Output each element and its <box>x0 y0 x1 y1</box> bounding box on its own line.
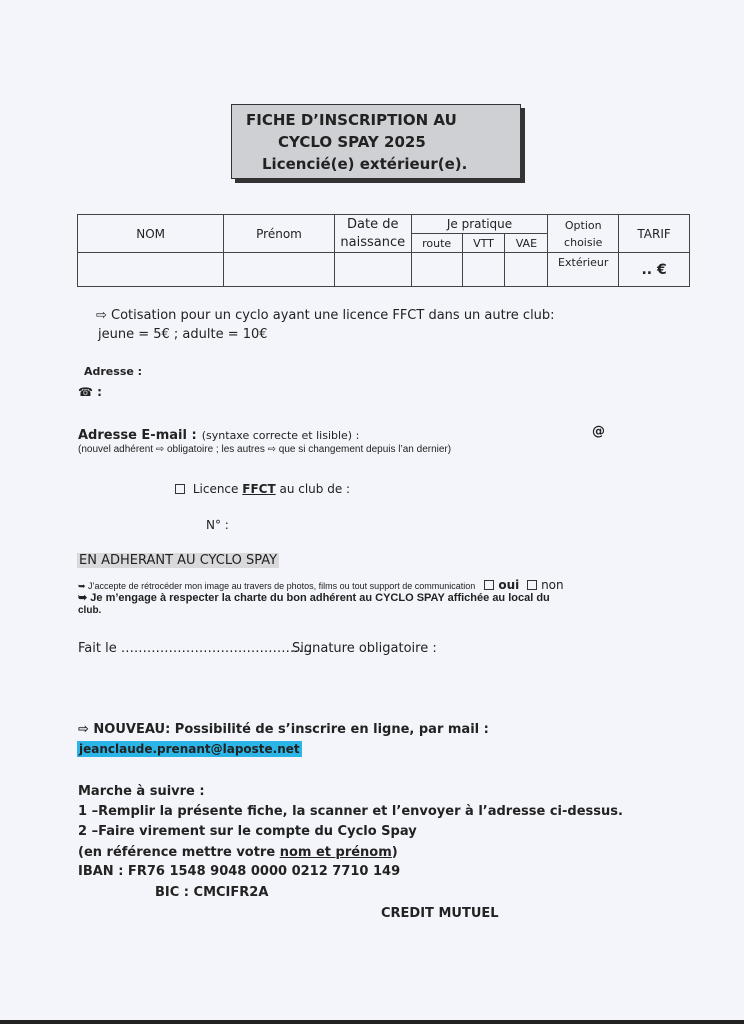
header-date-naissance: Date de naissance <box>334 215 411 253</box>
cell-nom[interactable] <box>78 253 224 287</box>
phone-icon: ☎ <box>78 385 93 399</box>
cotisation-line-2: jeune = 5€ ; adulte = 10€ <box>98 327 268 342</box>
cell-prenom[interactable] <box>224 253 335 287</box>
email-note: (nouvel adhérent ⇨ obligatoire ; les autres ⇨ que si changement depuis l’an dernier) <box>78 444 452 455</box>
adherant-heading: EN ADHERANT AU CYCLO SPAY <box>79 553 278 568</box>
header-je-pratique: Je pratique <box>411 215 548 234</box>
adresse-label: Adresse : <box>84 365 143 378</box>
cell-vtt[interactable] <box>462 253 505 287</box>
charte-line-2: club. <box>78 605 102 616</box>
title-line-1: FICHE D’INSCRIPTION AU <box>246 111 457 129</box>
cell-tarif: .. € <box>619 253 690 287</box>
title-line-2: CYCLO SPAY 2025 <box>278 133 426 151</box>
cotisation-line-1: ⇨ Cotisation pour un cyclo ayant une licence FFCT dans un autre club: <box>96 308 555 323</box>
email-row <box>78 424 359 443</box>
header-vtt: VTT <box>462 234 505 253</box>
bic: BIC : CMCIFR2A <box>155 885 269 900</box>
signature-label: Signature obligatoire : <box>292 641 437 656</box>
non-checkbox[interactable] <box>527 580 537 590</box>
bank-name: CREDIT MUTUEL <box>381 906 499 921</box>
licence-numero: N° : <box>206 518 229 532</box>
marche-step-1: 1 –Remplir la présente fiche, la scanner et l’envoyer à l’adresse ci-dessus. <box>78 804 623 819</box>
reference-nom-prenom: nom et prénom <box>279 845 392 860</box>
charte-line-1: ➥ Je m’engage à respecter la charte du bon adhérent au CYCLO SPAY affichée au local du <box>78 592 550 604</box>
licence-text-before: Licence <box>192 482 239 496</box>
oui-label: oui <box>498 578 520 592</box>
scan-bottom-edge <box>0 1020 744 1024</box>
email-label: Adresse E-mail : <box>78 428 197 443</box>
header-tarif: TARIF <box>619 215 690 253</box>
header-route: route <box>411 234 462 253</box>
email-at-sign: @ <box>592 424 605 439</box>
licence-ffct: FFCT <box>242 482 276 496</box>
licence-checkbox[interactable] <box>175 484 185 494</box>
contact-email-link[interactable]: jeanclaude.prenant@laposte.net <box>79 742 300 756</box>
marche-step-2: 2 –Faire virement sur le compte du Cyclo Spay <box>78 824 417 839</box>
marche-title: Marche à suivre : <box>78 784 205 799</box>
licence-row <box>175 482 350 496</box>
cell-date-naissance[interactable] <box>334 253 411 287</box>
iban: IBAN : FR76 1548 9048 0000 0212 7710 149 <box>78 864 401 879</box>
title-line-3: Licencié(e) extérieur(e). <box>262 155 468 173</box>
cell-vae[interactable] <box>505 253 548 287</box>
fait-le: Fait le ……………………………………… <box>78 641 316 656</box>
header-option: Option choisie <box>548 215 619 253</box>
phone-label: : <box>97 385 102 399</box>
form-title-box <box>231 104 521 179</box>
non-label: non <box>541 578 564 592</box>
reference-before: (en référence mettre votre <box>78 845 276 860</box>
nouveau-line: ⇨ NOUVEAU: Possibilité de s’inscrire en ligne, par mail : <box>78 722 489 737</box>
reference-after: ) <box>391 845 398 860</box>
licence-text-after: au club de : <box>279 482 351 496</box>
image-consent-text: ➥ J’accepte de rétrocéder mon image au travers de photos, films ou tout support de communication <box>78 581 476 591</box>
marche-reference <box>78 845 398 860</box>
phone-row <box>78 385 102 399</box>
header-prenom: Prénom <box>224 215 335 253</box>
header-vae: VAE <box>505 234 548 253</box>
cell-option: Extérieur <box>548 253 619 287</box>
oui-checkbox[interactable] <box>484 580 494 590</box>
registration-table <box>77 214 690 287</box>
email-hint: (syntaxe correcte et lisible) : <box>201 429 360 442</box>
cell-route[interactable] <box>411 253 462 287</box>
header-nom: NOM <box>78 215 224 253</box>
